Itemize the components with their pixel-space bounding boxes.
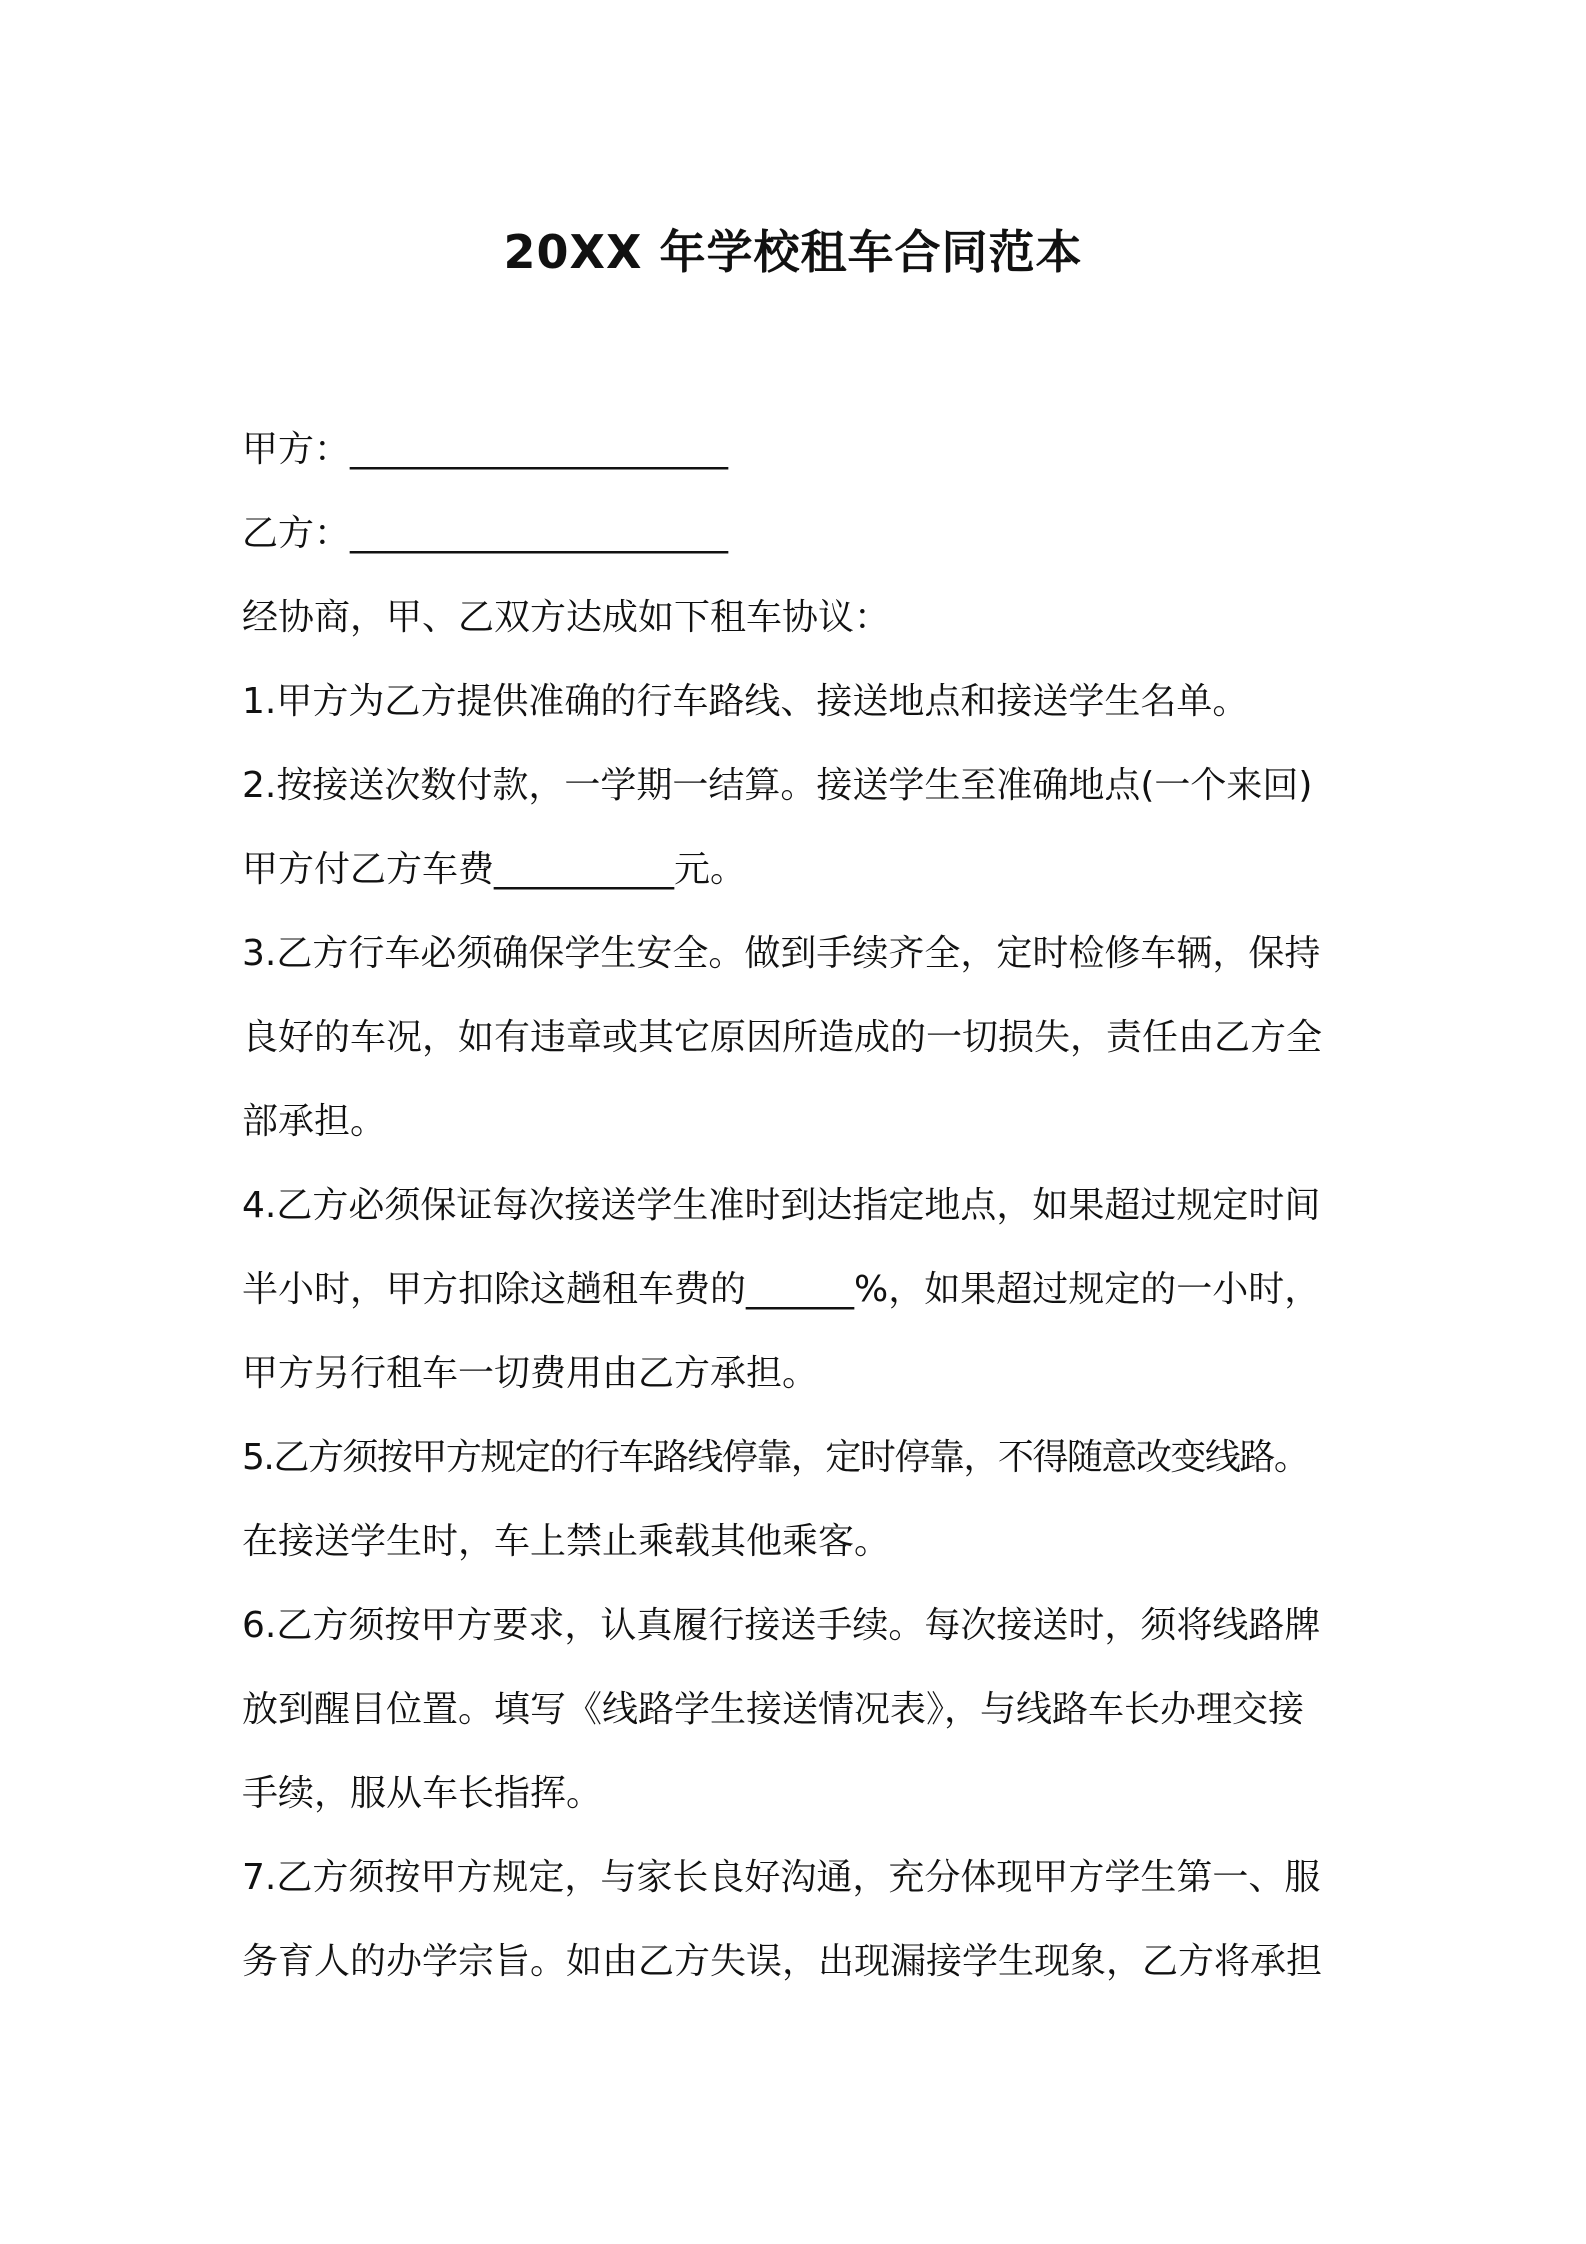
clause-5-line-1: 5.乙方须按甲方规定的行车路线停靠，定时停靠，不得随意改变线路。 bbox=[242, 1437, 1309, 1478]
document-body bbox=[242, 408, 1362, 2004]
clause-2-line-1: 2.按接送次数付款，一学期一结算。接送学生至准确地点(一个来回) bbox=[242, 765, 1313, 806]
clause-3-line-3: 部承担。 bbox=[242, 1101, 387, 1142]
party-b-line: 乙方：_____________________ bbox=[242, 513, 729, 554]
document-title: 20XX 年学校租车合同范本 bbox=[503, 225, 1083, 279]
clause-1-line-1: 1.甲方为乙方提供准确的行车路线、接送地点和接送学生名单。 bbox=[242, 681, 1249, 722]
clause-3-line-2: 良好的车况，如有违章或其它原因所造成的一切损失，责任由乙方全 bbox=[242, 1017, 1323, 1058]
agreement-intro: 经协商，甲、乙双方达成如下租车协议： bbox=[242, 597, 891, 638]
clause-3-line-1: 3.乙方行车必须确保学生安全。做到手续齐全，定时检修车辆，保持 bbox=[242, 933, 1321, 974]
clause-7-line-1: 7.乙方须按甲方规定，与家长良好沟通，充分体现甲方学生第一、服 bbox=[242, 1857, 1321, 1898]
clause-2-line-2: 甲方付乙方车费__________元。 bbox=[242, 849, 747, 890]
clause-4-line-1: 4.乙方必须保证每次接送学生准时到达指定地点，如果超过规定时间 bbox=[242, 1185, 1321, 1226]
clause-4-line-3: 甲方另行租车一切费用由乙方承担。 bbox=[242, 1353, 819, 1394]
clause-6-line-1: 6.乙方须按甲方要求，认真履行接送手续。每次接送时，须将线路牌 bbox=[242, 1605, 1321, 1646]
clause-6-line-3: 手续，服从车长指挥。 bbox=[242, 1773, 603, 1814]
clause-4-line-2: 半小时，甲方扣除这趟租车费的______%，如果超过规定的一小时， bbox=[242, 1269, 1321, 1310]
clause-5-line-2: 在接送学生时，车上禁止乘载其他乘客。 bbox=[242, 1521, 891, 1562]
clause-7-line-2: 务育人的办学宗旨。如由乙方失误，出现漏接学生现象，乙方将承担 bbox=[242, 1941, 1323, 1982]
clause-6-line-2: 放到醒目位置。填写《线路学生接送情况表》，与线路车长办理交接 bbox=[242, 1689, 1305, 1730]
party-a-line: 甲方：_____________________ bbox=[242, 429, 729, 470]
